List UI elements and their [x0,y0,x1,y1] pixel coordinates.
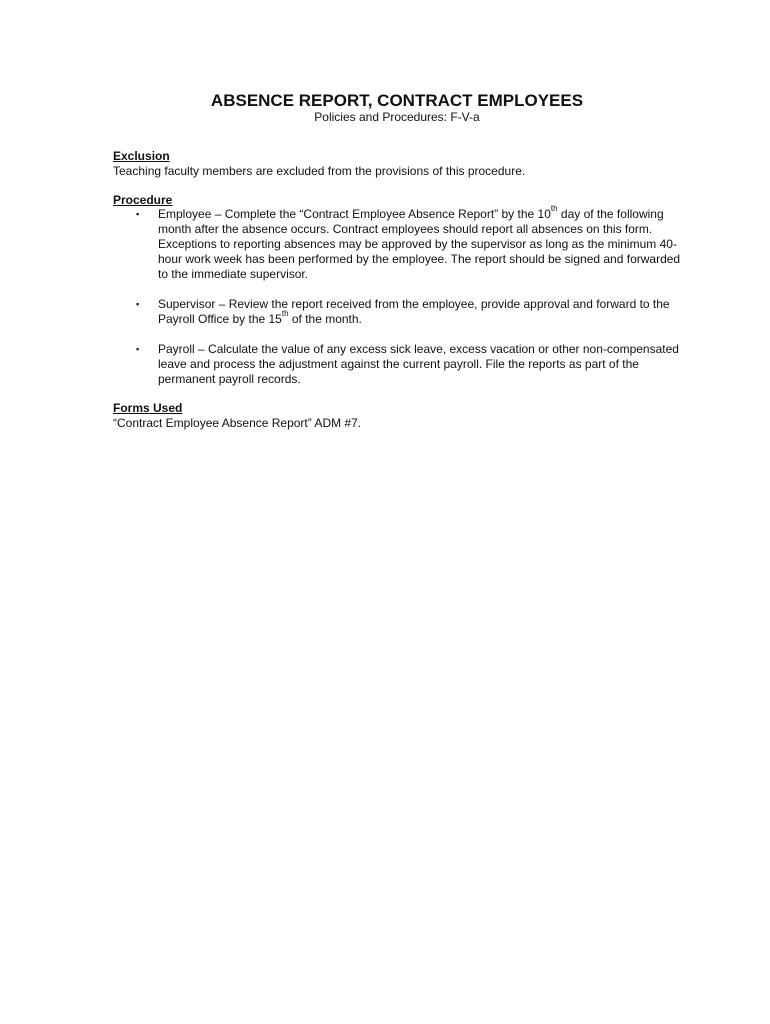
document-title: ABSENCE REPORT, CONTRACT EMPLOYEES [210,91,584,110]
procedure-item-payroll [113,342,693,387]
procedure-item-employee [113,204,693,282]
ordinal-suffix: th [550,204,558,213]
bullet-icon: ▪ [136,344,140,354]
procedure-item-text: Supervisor – Review the report received from the employee, provide approval and forward to the Payroll Office by the 15 [158,297,670,326]
exclusion-heading: Exclusion [113,149,170,163]
document-subtitle: Policies and Procedures: F-V-a [314,110,480,124]
procedure-list [113,204,693,402]
forms-used-text: “Contract Employee Absence Report” ADM #7. [113,416,362,430]
bullet-icon: ▪ [136,299,140,309]
procedure-item-text-cont: day of the following month after the absence occurs. Contract employees should report all absences on this form. Exceptions to reporting absences may be approved by the supervisor as long as the minimum 40-hour work week has been performed by the employee. The report should be signed and forwarded to the immediate supervisor. [158,207,681,281]
exclusion-text: Teaching faculty members are excluded from the provisions of this procedure. [113,164,526,178]
procedure-item-text: Employee – Complete the “Contract Employee Absence Report” by the 10 [158,207,551,221]
procedure-item-text: Payroll – Calculate the value of any excess sick leave, excess vacation or other non-compensated leave and process the adjustment against the current payroll. File the reports as part of the permanent payroll records. [158,342,679,386]
procedure-heading: Procedure [113,193,173,207]
procedure-item-text-cont: of the month. [288,312,362,326]
bullet-icon: ▪ [136,209,140,219]
procedure-item-supervisor [113,297,693,327]
forms-used-heading: Forms Used [113,401,183,415]
ordinal-suffix: th [281,309,289,318]
